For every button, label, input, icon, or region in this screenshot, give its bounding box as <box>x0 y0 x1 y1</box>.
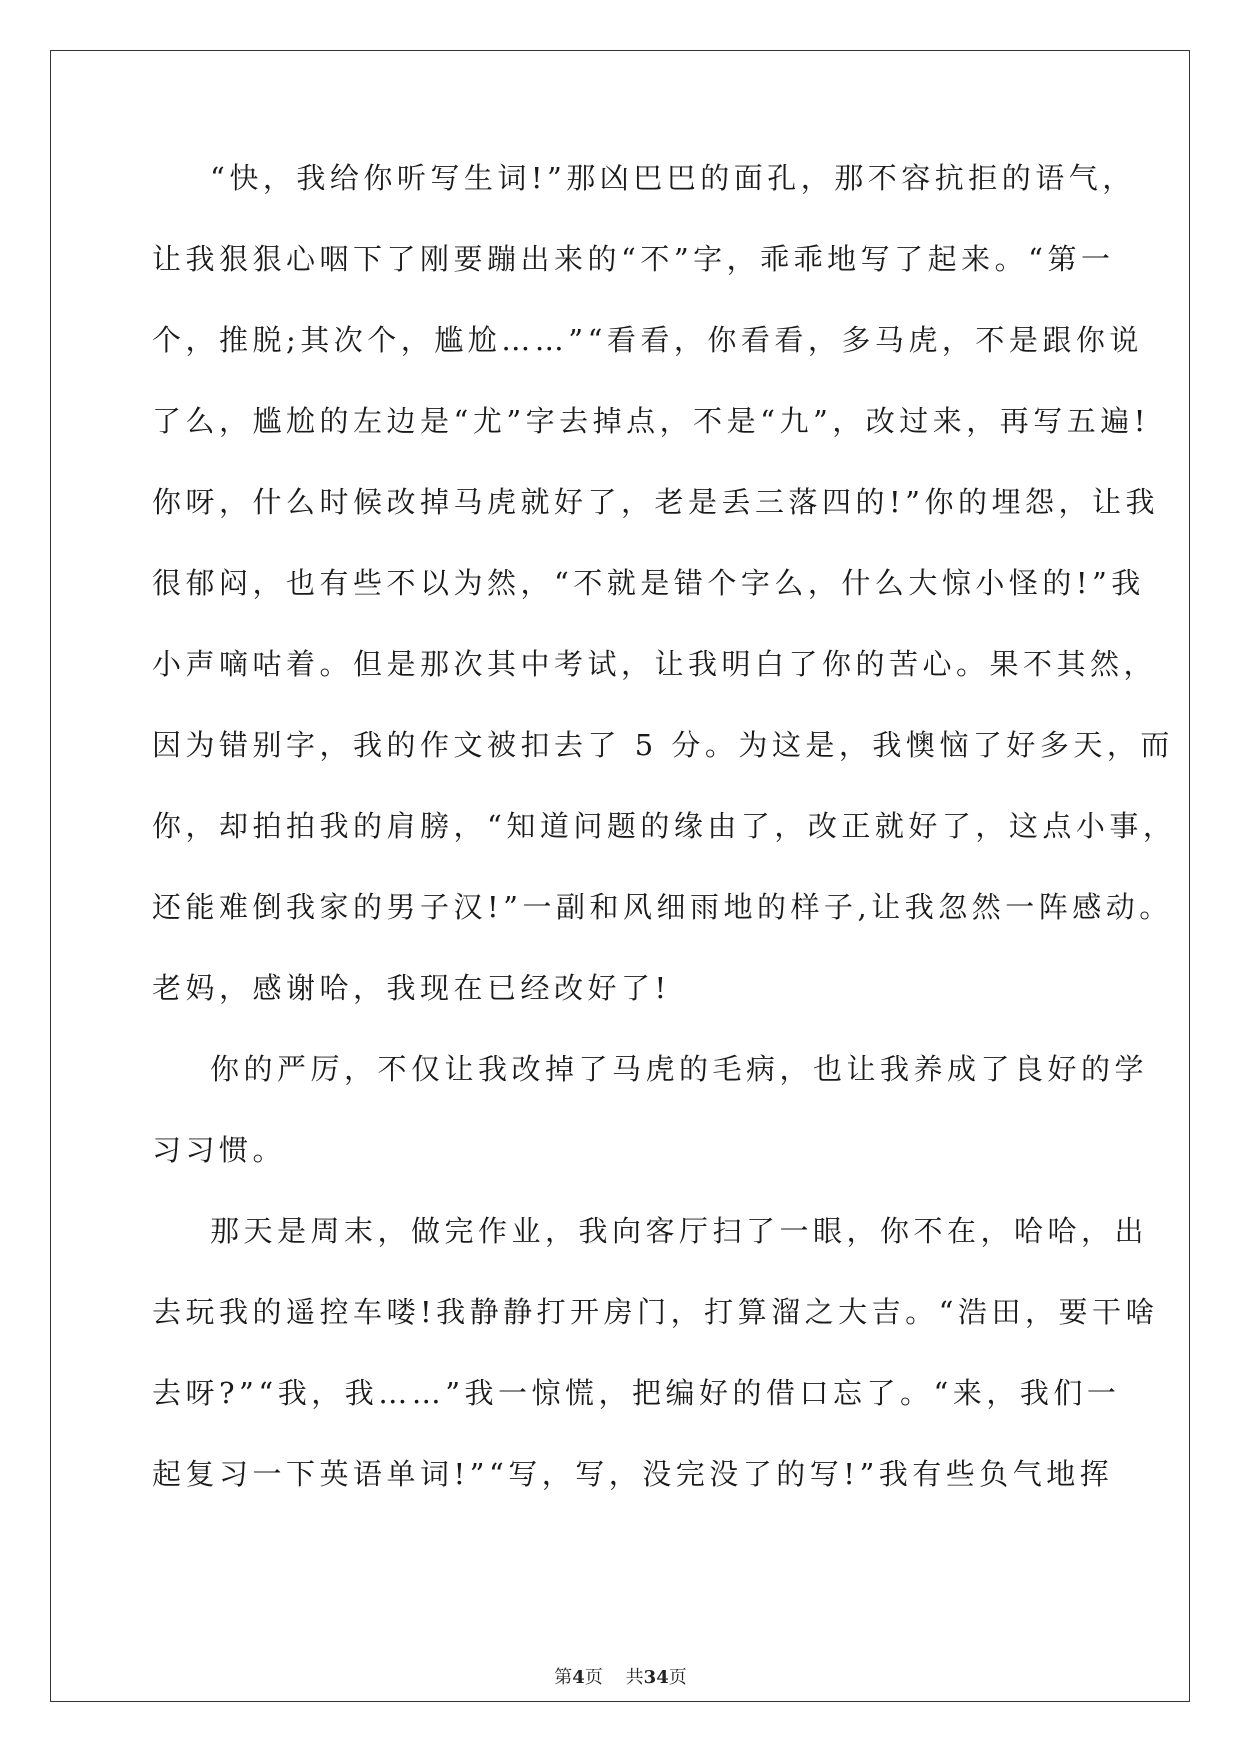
footer-page-number: 4 <box>572 1667 585 1688</box>
paragraph-1-line-1: “快，我给你听写生词!”那凶巴巴的面孔，那不容抗拒的语气， <box>210 161 1136 195</box>
footer-page-suffix: 页 <box>584 1667 603 1688</box>
footer-total-pages: 34 <box>643 1667 669 1688</box>
paragraph-1-line-4: 了么，尴尬的左边是“尤”字去掉点，不是“九”，改过来，再写五遍! <box>152 404 1150 438</box>
paragraph-1-line-11: 老妈，感谢哈，我现在已经改好了! <box>152 971 671 1005</box>
paragraph-2-line-1: 你的严厉，不仅让我改掉了马虎的毛病，也让我养成了良好的学 <box>210 1052 1149 1086</box>
paragraph-1-line-7: 小声嘀咕着。但是那次其中考试，让我明白了你的苦心。果不其然， <box>152 647 1158 681</box>
paragraph-3-line-4: 起复习一下英语单词!”“写，写，没完没了的写!”我有些负气地挥 <box>152 1457 1114 1491</box>
paragraph-1-line-2: 让我狠狠心咽下了刚要蹦出来的“不”字，乖乖地写了起来。“第一 <box>152 242 1115 276</box>
page-footer <box>0 1663 1241 1689</box>
paragraph-3-line-2: 去玩我的遥控车喽!我静静打开房门，打算溜之大吉。“浩田，要干啥 <box>152 1295 1159 1329</box>
document-body <box>152 158 1177 1535</box>
paragraph-1-line-5: 你呀，什么时候改掉马虎就好了，老是丢三落四的!”你的埋怨，让我 <box>152 485 1159 519</box>
footer-page-prefix: 第 <box>554 1667 573 1688</box>
footer-total-suffix: 页 <box>668 1667 687 1688</box>
paragraph-1-line-8: 因为错别字，我的作文被扣去了 5 分。为这是，我懊恼了好多天，而 <box>152 728 1174 762</box>
paragraph-1-line-3: 个，推脱;其次个，尴尬……”“看看，你看看，多马虎，不是跟你说 <box>152 323 1143 357</box>
paragraph-3-line-3: 去呀?”“我，我……”我一惊慌，把编好的借口忘了。“来，我们一 <box>152 1376 1121 1410</box>
paragraph-1-line-10: 还能难倒我家的男子汉!”一副和风细雨地的样子,让我忽然一阵感动。 <box>152 890 1173 924</box>
paragraph-1-line-6: 很郁闷，也有些不以为然，“不就是错个字么，什么大惊小怪的!”我 <box>152 566 1145 600</box>
paragraph-1-line-9: 你，却拍拍我的肩膀，“知道问题的缘由了，改正就好了，这点小事， <box>152 809 1177 843</box>
paragraph-2-line-2: 习习惯。 <box>152 1133 287 1167</box>
footer-total-prefix: 共 <box>625 1667 644 1688</box>
paragraph-3-line-1: 那天是周末，做完作业，我向客厅扫了一眼，你不在，哈哈，出 <box>210 1214 1149 1248</box>
